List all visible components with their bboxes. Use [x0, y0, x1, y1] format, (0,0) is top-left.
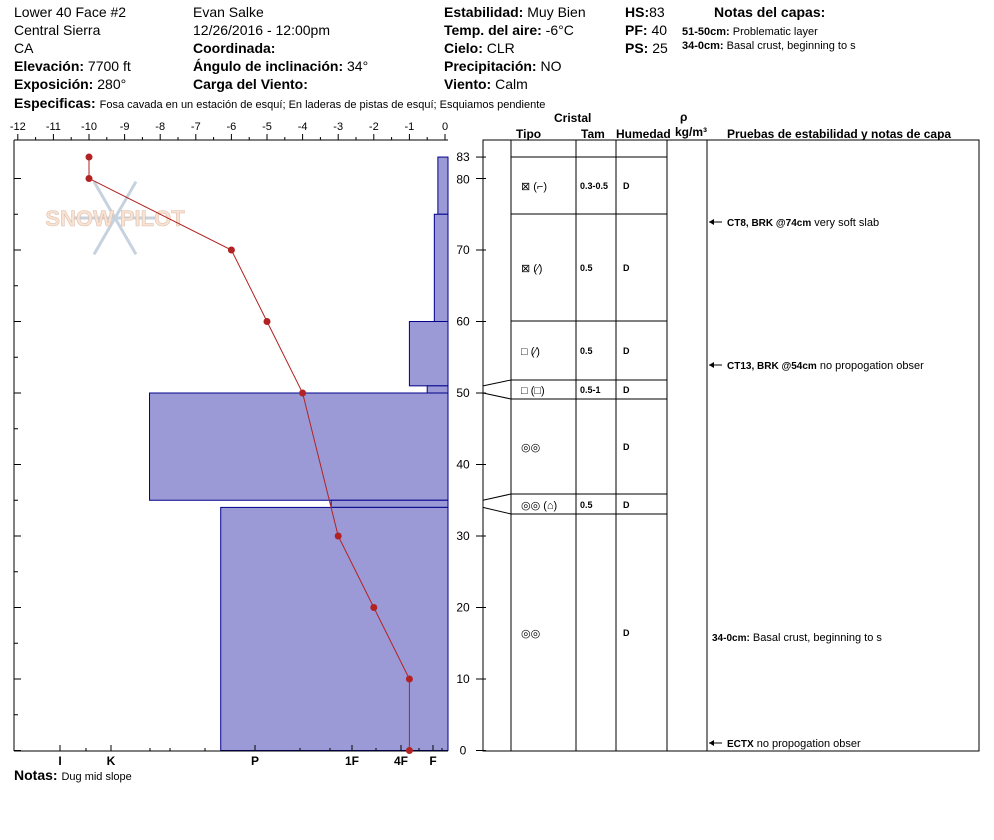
temperature-point: [370, 604, 377, 611]
depth-tick-label: 60: [456, 314, 470, 329]
elevation-label: Elevación:: [14, 58, 85, 74]
depth-tick-label: 80: [456, 172, 470, 187]
temperature-point: [228, 247, 235, 254]
specifics-value: Fosa cavada en un estación de esquí; En laderas de pistas de esquí; Esquiamos pendiente: [99, 99, 546, 111]
hardness-tick-label: 1F: [344, 754, 360, 768]
hardness-bar-4: [150, 393, 448, 500]
incline-value: 34°: [347, 58, 369, 74]
cristal-header: Cristal: [554, 111, 592, 125]
hardness-bar-1: [434, 214, 448, 321]
temperature-point: [299, 390, 306, 397]
temperature-point: [406, 747, 413, 754]
snow-pilot-watermark: [45, 182, 185, 255]
layer-note-2-range: 34-0cm:: [682, 40, 724, 52]
temp-tick-label: -2: [368, 121, 379, 133]
depth-tick-label: 70: [456, 243, 470, 257]
hardness-bar-3: [427, 386, 448, 393]
layer-crystal-type-3: □ (□): [521, 385, 545, 397]
temp-tick-label: -12: [9, 121, 26, 133]
density-unit-header: kg/m³: [675, 125, 708, 139]
hardness-bar-6: [221, 507, 448, 750]
elevation-value: 7700 ft: [87, 58, 131, 74]
hardness-tick-label: F: [429, 754, 437, 768]
layer-crystal-type-1: ⊠ (⁄): [521, 263, 543, 275]
temp-tick-label: -9: [119, 121, 130, 133]
hardness-bar-2: [409, 322, 448, 386]
temp-tick-label: -7: [190, 121, 201, 133]
pf-value: 40: [651, 22, 668, 38]
tipo-header: Tipo: [516, 127, 542, 141]
layer-note-text: [712, 632, 882, 644]
test-text-0: [727, 217, 879, 229]
layer-crystal-type-5: ◎◎ (⌂): [521, 500, 558, 512]
layer-crystal-type-6: ◎◎: [521, 628, 541, 640]
precip-label: Precipitación:: [444, 58, 537, 74]
sky-label: Cielo:: [444, 40, 483, 56]
specifics-label: Especificas:: [14, 95, 96, 111]
temp-tick-label: -1: [404, 121, 415, 133]
layer-note-body: Basal crust, beginning to s: [749, 632, 882, 644]
layer-crystal-size-3: 0.5-1: [580, 385, 601, 395]
hardness-tick-label: 4F: [393, 754, 409, 768]
test-note-0: very soft slab: [811, 217, 880, 229]
layer-moisture-0: D: [623, 181, 630, 191]
test-text-2: [727, 738, 861, 750]
depth-tick-label: 20: [456, 600, 470, 615]
temp-tick-label: -6: [226, 121, 237, 133]
watermark-text: SNOW PILOT: [45, 206, 185, 231]
hardness-tick-label: I: [58, 754, 62, 768]
tests-header: Pruebas de estabilidad y notas de capa: [727, 127, 952, 141]
depth-tick-label: 10: [456, 672, 470, 686]
hardness-bars: [150, 157, 448, 750]
test-note-1: no propogation obser: [816, 360, 924, 372]
humedad-header: Humedad: [616, 127, 671, 141]
connector-50: [483, 393, 511, 399]
layer-crystal-size-2: 0.5: [580, 346, 593, 356]
layer-crystal-size-1: 0.5: [580, 263, 593, 273]
exposure-label: Exposición:: [14, 76, 94, 92]
layer-crystal-type-0: ⊠ (⌐): [521, 181, 548, 193]
hs-label: HS:: [625, 4, 650, 20]
incline-label: Ángulo de inclinación:: [193, 58, 344, 74]
state-name: CA: [14, 40, 34, 56]
depth-tick-label: 50: [456, 386, 470, 400]
rho-header: ρ: [680, 110, 688, 124]
ps-label: PS:: [625, 40, 649, 56]
temperature-point: [406, 676, 413, 683]
test-arrow-head-2: [709, 740, 714, 746]
layer-moisture-3: D: [623, 385, 630, 395]
layer-notes-title: Notas del capas:: [714, 4, 826, 20]
observer-name: Evan Salke: [193, 4, 264, 20]
location-name: Lower 40 Face #2: [14, 4, 127, 20]
table-frame: [483, 140, 979, 751]
observation-datetime: 12/26/2016 - 12:00pm: [193, 22, 330, 38]
layer-crystal-type-4: ◎◎: [521, 442, 541, 454]
depth-tick-label: 0: [459, 743, 467, 758]
test-code-1: CT13, BRK @54cm: [727, 361, 817, 372]
test-arrow-head-0: [709, 219, 714, 225]
connector-34: [483, 507, 511, 514]
temp-tick-label: -5: [262, 121, 272, 133]
layer-note-2-text: Basal crust, beginning to s: [726, 40, 856, 52]
hardness-tick-label: K: [106, 754, 116, 768]
exposure-value: 280°: [97, 76, 127, 92]
hardness-bar-0: [438, 157, 448, 214]
test-text-1: [727, 360, 924, 372]
watermark-group: [45, 182, 185, 255]
wind-load-label: Carga del Viento:: [193, 76, 308, 92]
hardness-bar-5: [331, 500, 448, 507]
test-note-2: no propogation obser: [753, 738, 861, 750]
connector-35: [483, 494, 511, 500]
test-code-0: CT8, BRK @74cm: [727, 218, 812, 229]
test-code-2: ECTX: [727, 739, 754, 750]
pf-label: PF:: [625, 22, 648, 38]
wind-value: Calm: [495, 76, 528, 92]
tam-header: Tam: [581, 127, 605, 141]
test-arrow-head-1: [709, 362, 714, 368]
temperature-point: [335, 533, 342, 540]
depth-tick-label: 40: [456, 457, 470, 472]
notes-value: Dug mid slope: [61, 771, 132, 783]
hardness-tick-label: P: [250, 754, 260, 768]
ps-value: 25: [652, 40, 668, 56]
layer-table: [483, 140, 979, 751]
temp-tick-label: -4: [297, 121, 308, 133]
air-temp-value: -6°C: [545, 22, 574, 38]
temp-tick-label: 0: [441, 121, 449, 133]
layer-moisture-5: D: [623, 500, 630, 510]
layer-moisture-6: D: [623, 628, 630, 638]
layer-crystal-type-2: □ (⁄): [521, 346, 540, 358]
hs-value: 83: [649, 4, 665, 20]
layer-note-1-text: Problematic layer: [732, 26, 818, 38]
connector-51: [483, 380, 511, 386]
layer-moisture-1: D: [623, 263, 630, 273]
notes-label: Notas:: [14, 767, 58, 783]
stability-label: Estabilidad:: [444, 4, 524, 20]
layer-crystal-size-0: 0.3-0.5: [580, 181, 609, 191]
wind-label: Viento:: [444, 76, 492, 92]
temp-tick-label: -3: [333, 121, 344, 133]
layer-moisture-4: D: [623, 442, 630, 452]
layer-crystal-size-5: 0.5: [580, 500, 593, 510]
depth-tick-label: 83: [456, 150, 470, 165]
precip-value: NO: [540, 58, 562, 74]
temp-tick-label: -11: [45, 121, 61, 133]
stability-value: Muy Bien: [527, 4, 586, 20]
depth-tick-label: 30: [456, 529, 470, 543]
temp-tick-label: -10: [81, 121, 97, 133]
coords-label: Coordinada:: [193, 40, 276, 56]
layer-note-1-range: 51-50cm:: [682, 26, 730, 38]
air-temp-label: Temp. del aire:: [444, 22, 542, 38]
layer-note-range: 34-0cm:: [712, 633, 750, 644]
layer-moisture-2: D: [623, 346, 630, 356]
range-name: Central Sierra: [14, 22, 101, 38]
sky-value: CLR: [486, 40, 515, 56]
temp-tick-label: -8: [155, 121, 166, 133]
temperature-point: [86, 175, 93, 182]
temperature-point: [86, 154, 93, 161]
temperature-point: [264, 318, 271, 325]
